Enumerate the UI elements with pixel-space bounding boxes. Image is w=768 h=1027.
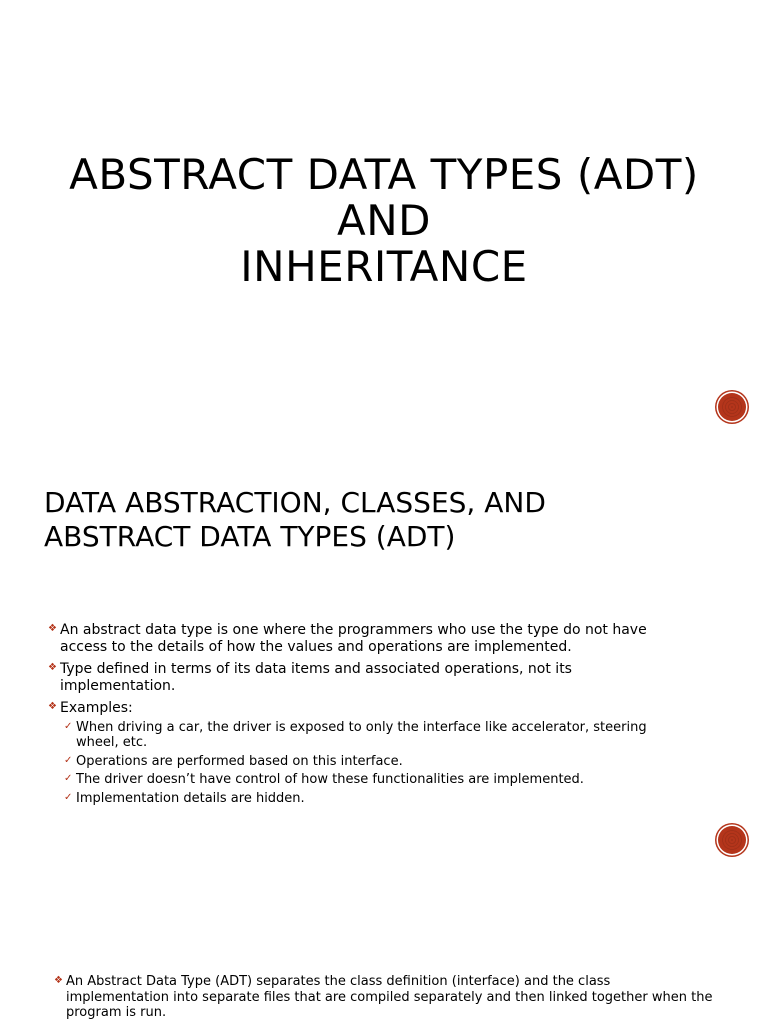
checkmark-icon: ✓: [64, 754, 73, 766]
slide-marker-icon: [718, 826, 746, 854]
section-title: [44, 486, 744, 554]
bullet-list: [54, 974, 714, 1027]
checkmark-icon: ✓: [64, 720, 73, 732]
section-title-line: DATA ABSTRACTION, CLASSES, AND: [44, 486, 546, 519]
list-item: [48, 661, 688, 694]
diamond-bullet-icon: ❖: [48, 662, 57, 673]
slide-marker-icon: [718, 393, 746, 421]
title-line: AND: [337, 196, 431, 245]
diamond-bullet-icon: ❖: [54, 975, 63, 986]
sub-bullet-text: The driver doesn’t have control of how these functionalities are implemented.: [76, 772, 584, 787]
list-item: [48, 622, 688, 655]
title-line: ABSTRACT DATA TYPES (ADT): [69, 150, 699, 199]
sub-bullet-list: [60, 720, 688, 807]
diamond-bullet-icon: ❖: [48, 623, 57, 634]
bullet-text: Type defined in terms of its data items and associated operations, not its implementation.: [60, 661, 572, 694]
bullet-text: An Abstract Data Type (ADT) separates the class definition (interface) and the class implementation into separate files that are compiled separately and then linked together when the program is run.: [66, 974, 713, 1020]
sub-list-item: [64, 791, 688, 807]
bullet-text: Examples:: [60, 700, 133, 716]
diamond-bullet-icon: ❖: [48, 701, 57, 712]
checkmark-icon: ✓: [64, 791, 73, 803]
sub-list-item: [64, 772, 688, 788]
list-item: [54, 974, 714, 1021]
checkmark-icon: ✓: [64, 773, 73, 784]
bullet-text: An abstract data type is one where the programmers who use the type do not have access to the details of how the values and operations are implemented.: [60, 622, 647, 655]
sub-bullet-text: When driving a car, the driver is exposed to only the interface like accelerator, steering wheel, etc.: [76, 719, 647, 750]
sub-list-item: [64, 720, 688, 751]
bullet-list: [48, 622, 688, 812]
title-slide-heading: [0, 152, 768, 290]
list-item: [48, 700, 688, 806]
section-title-line: ABSTRACT DATA TYPES (ADT): [44, 520, 456, 553]
sub-bullet-text: Operations are performed based on this interface.: [76, 753, 403, 769]
sub-bullet-text: Implementation details are hidden.: [76, 790, 305, 806]
sub-list-item: [64, 754, 688, 770]
title-line: INHERITANCE: [240, 242, 528, 291]
